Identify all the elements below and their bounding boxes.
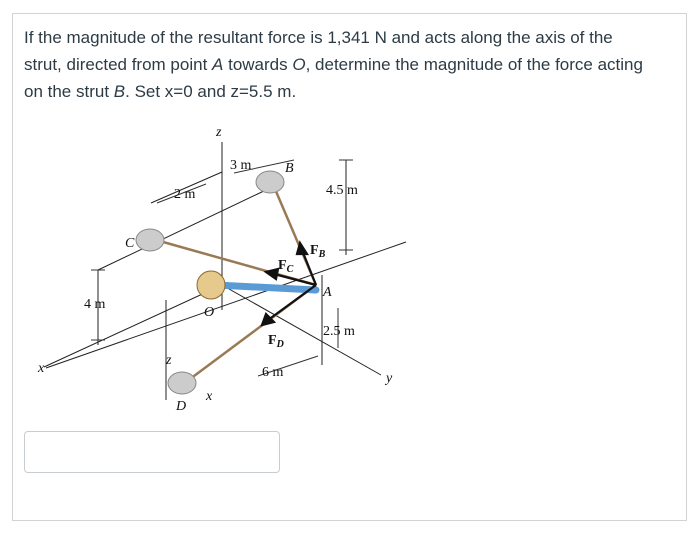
x-direction-line [44, 285, 222, 367]
label-4m: 4 m [84, 297, 106, 312]
reference-lines [44, 142, 406, 400]
label-point-A: A [323, 285, 332, 300]
support-C [136, 229, 164, 251]
strut-AO [216, 285, 316, 290]
label-4-5m: 4.5 m [326, 183, 358, 198]
support-D [168, 372, 196, 394]
support-O [197, 271, 225, 299]
point-label: O [292, 55, 306, 74]
strut-diagram [26, 120, 416, 420]
point-label: B [113, 82, 126, 101]
label-z-top: z [216, 125, 222, 140]
ground-line-2 [98, 190, 266, 270]
answer-input[interactable] [24, 431, 280, 473]
label-x-left: x [38, 361, 45, 376]
question-text-part: . Set x=0 and z=5.5 m. [125, 82, 297, 101]
question-text-part: towards [223, 55, 293, 74]
figure-labels [37, 125, 393, 414]
label-y: y [386, 371, 393, 386]
question-text-part: If the magnitude of the resultant force is 1,341 N and acts along the axis of the strut, directed from point [24, 28, 613, 74]
label-6m: 6 m [262, 365, 284, 380]
support-B [256, 171, 284, 193]
label-force-FB: $F_B$ [310, 243, 326, 260]
label-3m: 3 m [230, 158, 252, 173]
label-force-FC: $F_C$ [278, 258, 294, 275]
supports [136, 171, 284, 394]
label-point-B: B [285, 161, 294, 176]
label-force-FD: $F_D$ [268, 333, 284, 350]
label-z-bottom: z [166, 353, 172, 368]
question-text [24, 24, 654, 105]
label-point-C: C [125, 236, 135, 251]
question-text-part: , determine the magnitude of the force acting on the strut [24, 55, 643, 101]
label-2-5m: 2.5 m [323, 324, 355, 339]
label-2m: 2 m [174, 187, 196, 202]
label-point-D: D [176, 399, 187, 414]
point-label: A [212, 55, 224, 74]
arrow-FB-head [297, 243, 307, 254]
label-x-bottom: x [206, 389, 213, 404]
arrow-FC-head [266, 269, 278, 279]
label-point-O: O [204, 305, 215, 320]
